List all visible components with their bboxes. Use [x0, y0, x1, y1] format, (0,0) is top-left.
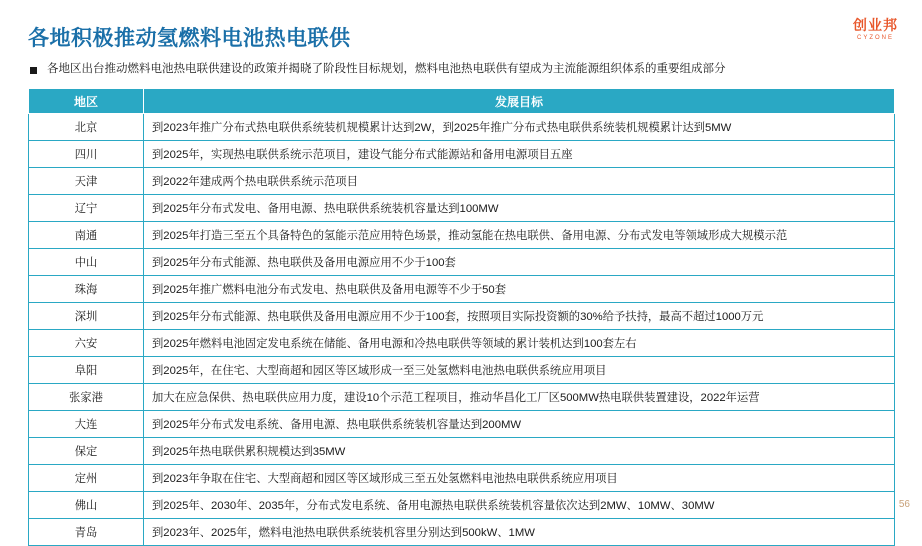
cell-region: 大连	[29, 411, 144, 438]
cell-goal: 到2025年燃料电池固定发电系统在储能、备用电源和冷热电联供等领域的累计装机达到100套左右	[144, 330, 895, 357]
cell-region: 南通	[29, 222, 144, 249]
cell-goal: 到2025年分布式发电系统、备用电源、热电联供系统装机容量达到200MW	[144, 411, 895, 438]
cell-goal: 到2025年热电联供累积规模达到35MW	[144, 438, 895, 465]
summary-bullet	[30, 62, 900, 77]
page-title: 各地积极推动氢燃料电池热电联供	[28, 27, 351, 50]
cell-region: 北京	[29, 114, 144, 141]
column-header-region: 地区	[29, 89, 144, 114]
table-row	[29, 492, 895, 519]
cell-goal: 到2025年、2030年、2035年，分布式发电系统、备用电源热电联供系统装机容量依次达到2MW、10MW、30MW	[144, 492, 895, 519]
cell-goal: 到2025年推广燃料电池分布式发电、热电联供及备用电源等不少于50套	[144, 276, 895, 303]
cell-goal: 到2025年分布式能源、热电联供及备用电源应用不少于100套，按照项目实际投资额的30%给予扶持，最高不超过1000万元	[144, 303, 895, 330]
table-row	[29, 276, 895, 303]
cell-goal: 到2023年推广分布式热电联供系统装机规模累计达到2W，到2025年推广分布式热电联供系统装机规模累计达到5MW	[144, 114, 895, 141]
cell-region: 保定	[29, 438, 144, 465]
cell-goal: 到2022年建成两个热电联供系统示范项目	[144, 168, 895, 195]
cell-goal: 到2025年分布式发电、备用电源、热电联供系统装机容量达到100MW	[144, 195, 895, 222]
cell-region: 天津	[29, 168, 144, 195]
cell-region: 辽宁	[29, 195, 144, 222]
table-row	[29, 303, 895, 330]
table-row	[29, 249, 895, 276]
cell-region: 青岛	[29, 519, 144, 546]
cell-region: 张家港	[29, 384, 144, 411]
table-header-row	[29, 89, 895, 114]
cell-goal: 到2023年争取在住宅、大型商超和园区等区域形成三至五处氢燃料电池热电联供系统应用项目	[144, 465, 895, 492]
table-row	[29, 438, 895, 465]
cell-goal: 到2025年分布式能源、热电联供及备用电源应用不少于100套	[144, 249, 895, 276]
column-header-goal: 发展目标	[144, 89, 895, 114]
table-row	[29, 222, 895, 249]
cell-goal: 到2023年、2025年，燃料电池热电联供系统装机容里分别达到500kW、1MW	[144, 519, 895, 546]
table-row	[29, 168, 895, 195]
policy-table	[28, 88, 895, 546]
cell-region: 四川	[29, 141, 144, 168]
table-row	[29, 114, 895, 141]
table-row	[29, 384, 895, 411]
page-number: 56	[898, 499, 910, 510]
cell-goal: 到2025年，实现热电联供系统示范项目，建设气能分布式能源站和备用电源项目五座	[144, 141, 895, 168]
table-row	[29, 330, 895, 357]
brand-logo-sub: CYZONE	[856, 35, 894, 41]
table-row	[29, 195, 895, 222]
cell-region: 珠海	[29, 276, 144, 303]
bullet-square-icon	[30, 67, 37, 74]
table-row	[29, 357, 895, 384]
cell-goal: 加大在应急保供、热电联供应用力度，建设10个示范工程项目，推动华昌化工厂区500MW热电联供装置建设，2022年运营	[144, 384, 895, 411]
cell-region: 佛山	[29, 492, 144, 519]
table-row	[29, 465, 895, 492]
cell-goal: 到2025年打造三至五个具备特色的氢能示范应用特色场景，推动氢能在热电联供、备用电源、分布式发电等领域形成大规模示范	[144, 222, 895, 249]
cell-region: 中山	[29, 249, 144, 276]
brand-logo-main: 创业邦	[853, 17, 898, 33]
cell-region: 阜阳	[29, 357, 144, 384]
table-row	[29, 519, 895, 546]
summary-bullet-text: 各地区出台推动燃料电池热电联供建设的政策并揭晓了阶段性目标规划，燃料电池热电联供有望成为主流能源组织体系的重要组成部分	[47, 63, 726, 75]
cell-region: 深圳	[29, 303, 144, 330]
cell-region: 六安	[29, 330, 144, 357]
table-row	[29, 411, 895, 438]
brand-logo	[853, 18, 898, 41]
table-row	[29, 141, 895, 168]
cell-region: 定州	[29, 465, 144, 492]
table-body	[29, 114, 895, 546]
cell-goal: 到2025年，在住宅、大型商超和园区等区域形成一至三处氢燃料电池热电联供系统应用项目	[144, 357, 895, 384]
